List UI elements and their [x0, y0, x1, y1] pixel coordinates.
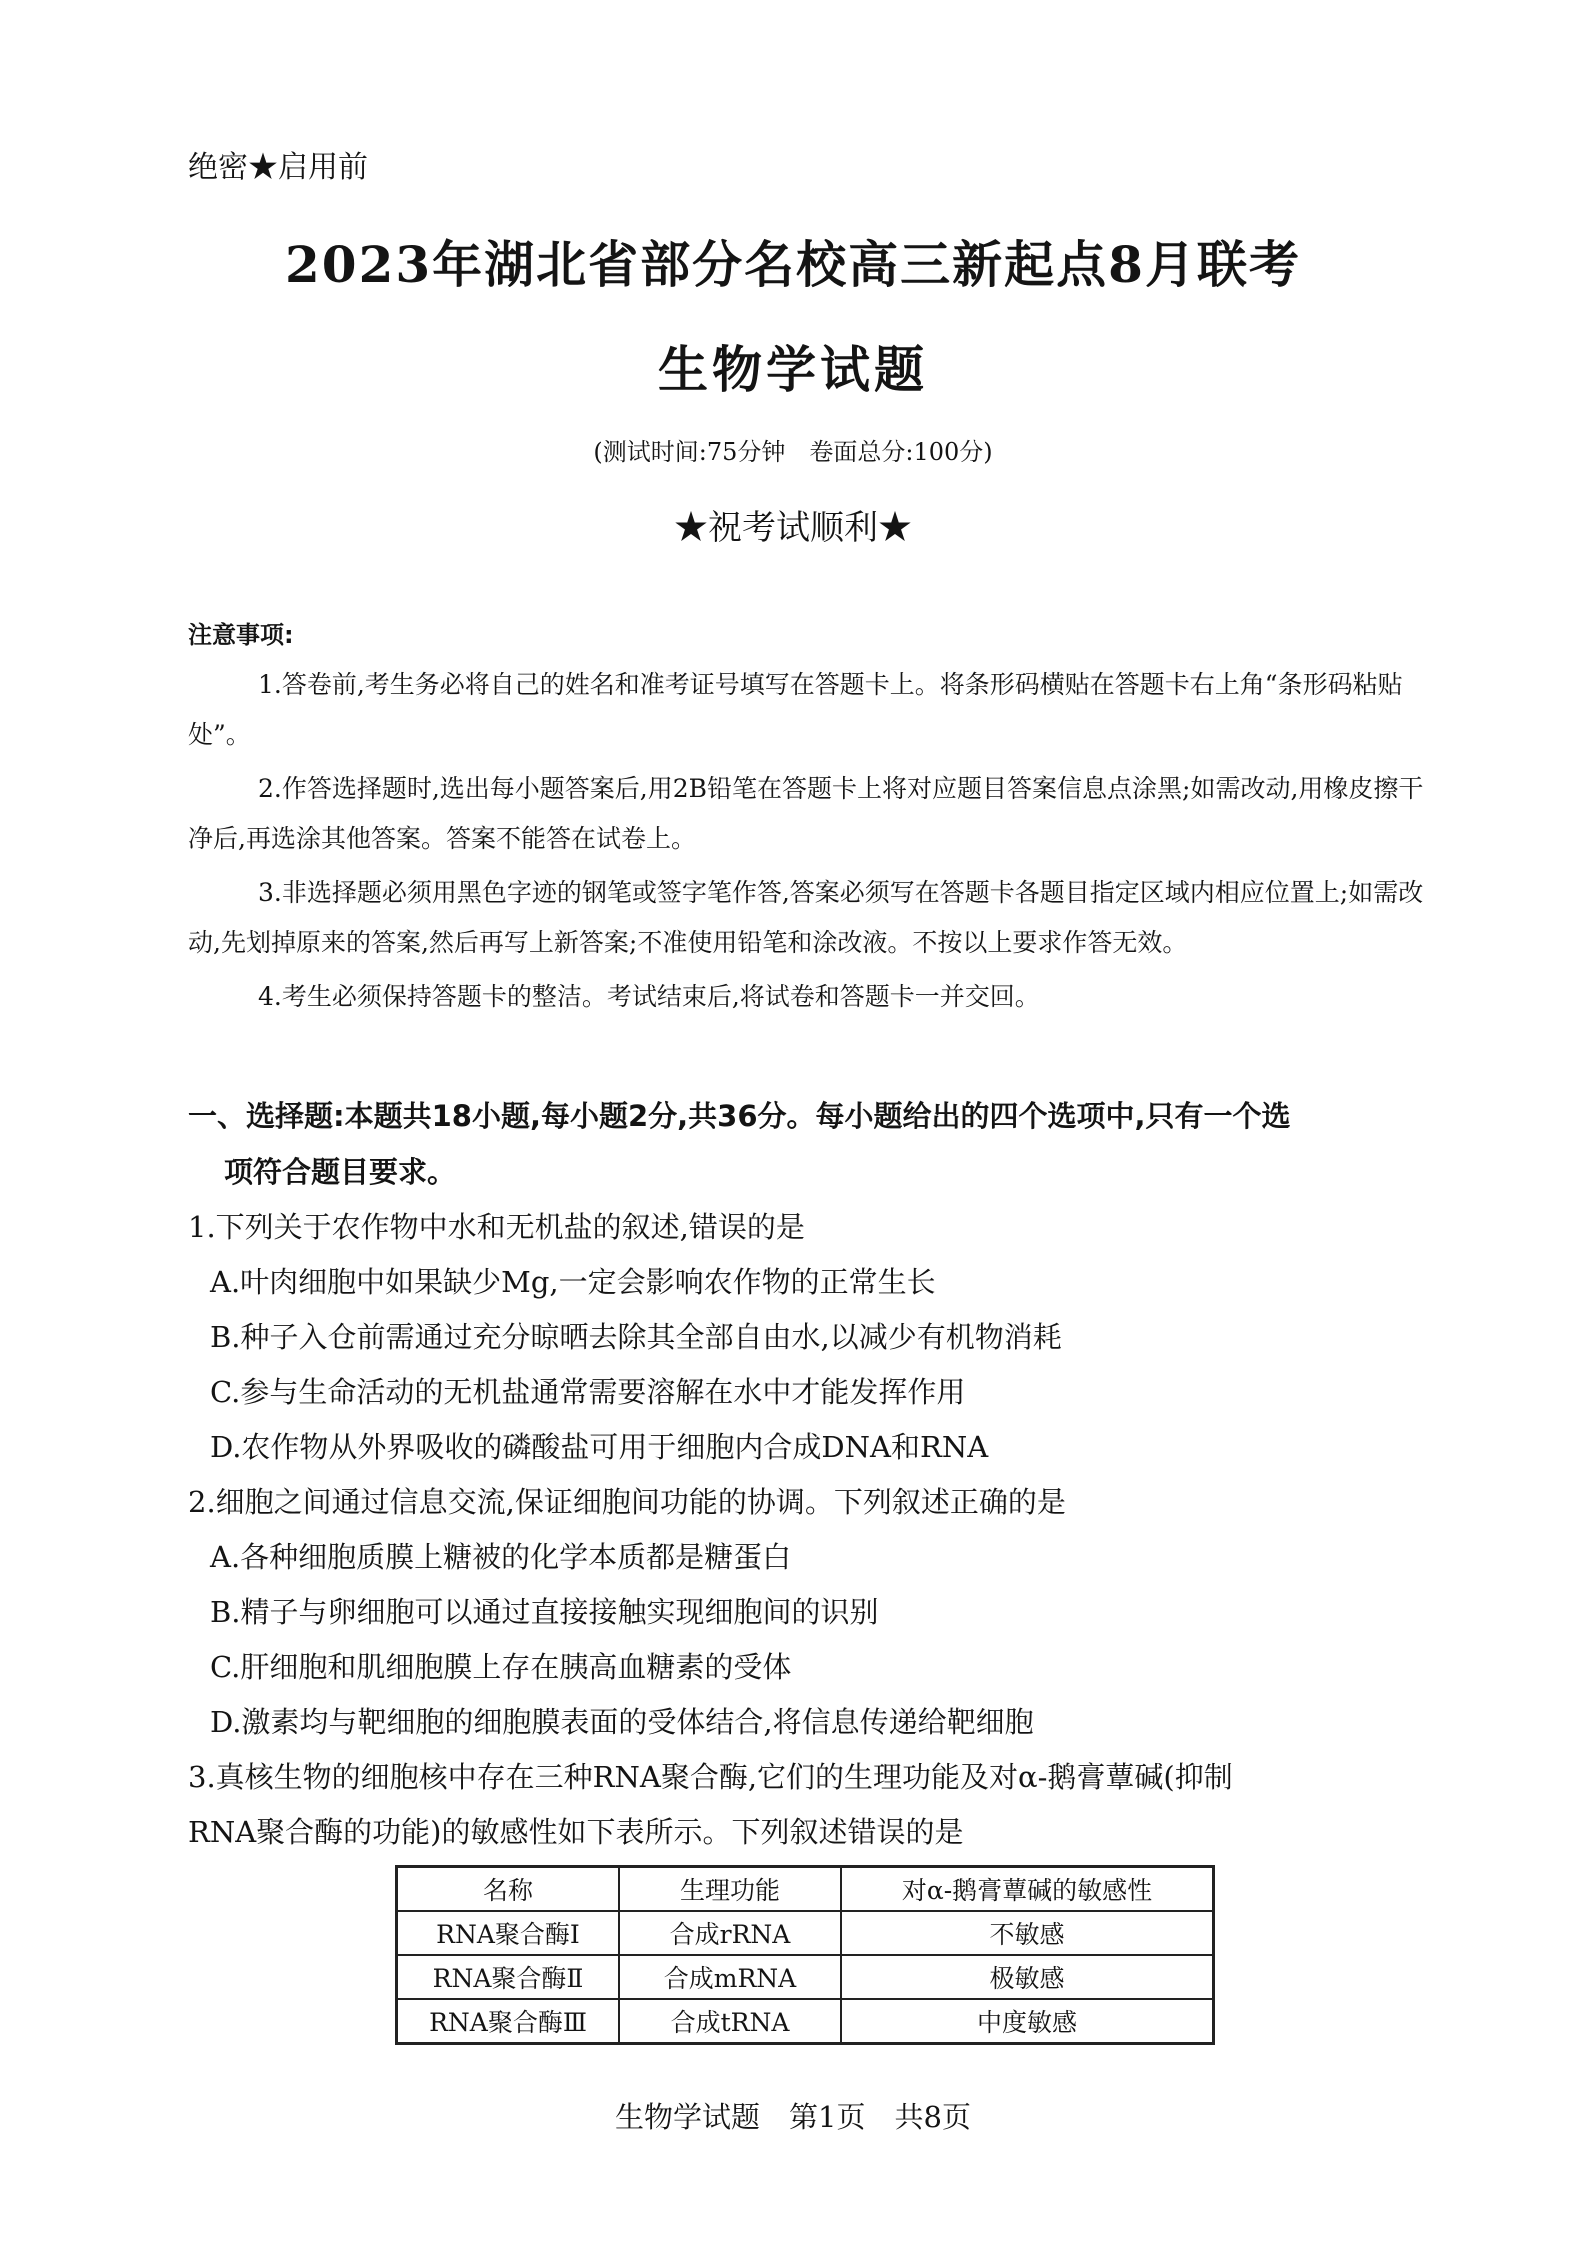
table-row	[397, 1955, 1214, 1999]
confidential-label: 绝密★启用前	[188, 150, 368, 185]
notice-heading: 注意事项:	[188, 621, 294, 649]
question-2-option-a: A.各种细胞质膜上糖被的化学本质都是糖蛋白	[210, 1540, 792, 1574]
table-header-row	[397, 1867, 1214, 1912]
table-cell: 合成mRNA	[619, 1955, 841, 1999]
notice-item: 3.非选择题必须用黑色字迹的钢笔或签字笔作答,答案必须写在答题卡各题目指定区域内相应位置上;如需改动,先划掉原来的答案,然后再写上新答案;不准使用铅笔和涂改液。不按以上要求作答无效。	[188, 878, 1424, 957]
table-header-cell: 对α-鹅膏蕈碱的敏感性	[841, 1867, 1214, 1912]
table-cell: RNA聚合酶Ⅰ	[397, 1911, 620, 1955]
table-cell: RNA聚合酶Ⅲ	[397, 1999, 620, 2044]
question-3-stem-cont: RNA聚合酶的功能)的敏感性如下表所示。下列叙述错误的是	[188, 1815, 964, 1849]
table-cell: 合成tRNA	[619, 1999, 841, 2044]
section-heading	[188, 1088, 1446, 1200]
table-cell: RNA聚合酶Ⅱ	[397, 1955, 620, 1999]
question-1-option-d: D.农作物从外界吸收的磷酸盐可用于细胞内合成DNA和RNA	[210, 1430, 989, 1464]
section-heading-line: 一、选择题:本题共18小题,每小题2分,共36分。每小题给出的四个选项中,只有一个选	[188, 1099, 1291, 1133]
table-header-cell: 名称	[397, 1867, 620, 1912]
table-cell: 中度敏感	[841, 1999, 1214, 2044]
question-2-option-b: B.精子与卵细胞可以通过直接接触实现细胞间的识别	[210, 1595, 879, 1629]
section-heading-line: 项符合题目要求。	[224, 1155, 457, 1189]
exam-meta: (测试时间:75分钟 卷面总分:100分)	[593, 438, 993, 466]
table-row	[397, 1999, 1214, 2044]
notice-item: 4.考生必须保持答题卡的整洁。考试结束后,将试卷和答题卡一并交回。	[258, 982, 1040, 1011]
table-header-cell: 生理功能	[619, 1867, 841, 1912]
page-footer: 生物学试题 第1页 共8页	[615, 2100, 971, 2134]
question-1-option-a: A.叶肉细胞中如果缺少Mg,一定会影响农作物的正常生长	[210, 1265, 936, 1299]
exam-title: 2023年湖北省部分名校高三新起点8月联考	[285, 235, 1301, 294]
question-1-option-b: B.种子入仓前需通过充分晾晒去除其全部自由水,以减少有机物消耗	[210, 1320, 1062, 1354]
question-2-option-d: D.激素均与靶细胞的细胞膜表面的受体结合,将信息传递给靶细胞	[210, 1705, 1034, 1739]
question-3-stem: 3.真核生物的细胞核中存在三种RNA聚合酶,它们的生理功能及对α-鹅膏蕈碱(抑制	[188, 1760, 1233, 1794]
subject-title: 生物学试题	[658, 340, 928, 399]
rna-polymerase-table	[395, 1865, 1215, 2045]
notice-item: 1.答卷前,考生务必将自己的姓名和准考证号填写在答题卡上。将条形码横贴在答题卡右上角“条形码粘贴处”。	[188, 670, 1403, 749]
question-1-option-c: C.参与生命活动的无机盐通常需要溶解在水中才能发挥作用	[210, 1375, 966, 1409]
table-cell: 极敏感	[841, 1955, 1214, 1999]
question-2-option-c: C.肝细胞和肌细胞膜上存在胰高血糖素的受体	[210, 1650, 792, 1684]
notice-item: 2.作答选择题时,选出每小题答案后,用2B铅笔在答题卡上将对应题目答案信息点涂黑;如需改动,用橡皮擦干净后,再选涂其他答案。答案不能答在试卷上。	[188, 774, 1424, 853]
table-cell: 不敏感	[841, 1911, 1214, 1955]
table-row	[397, 1911, 1214, 1955]
blessing-line: ★祝考试顺利★	[674, 508, 912, 548]
table-cell: 合成rRNA	[619, 1911, 841, 1955]
question-2-stem: 2.细胞之间通过信息交流,保证细胞间功能的协调。下列叙述正确的是	[188, 1485, 1066, 1519]
question-1-stem: 1.下列关于农作物中水和无机盐的叙述,错误的是	[188, 1210, 805, 1244]
